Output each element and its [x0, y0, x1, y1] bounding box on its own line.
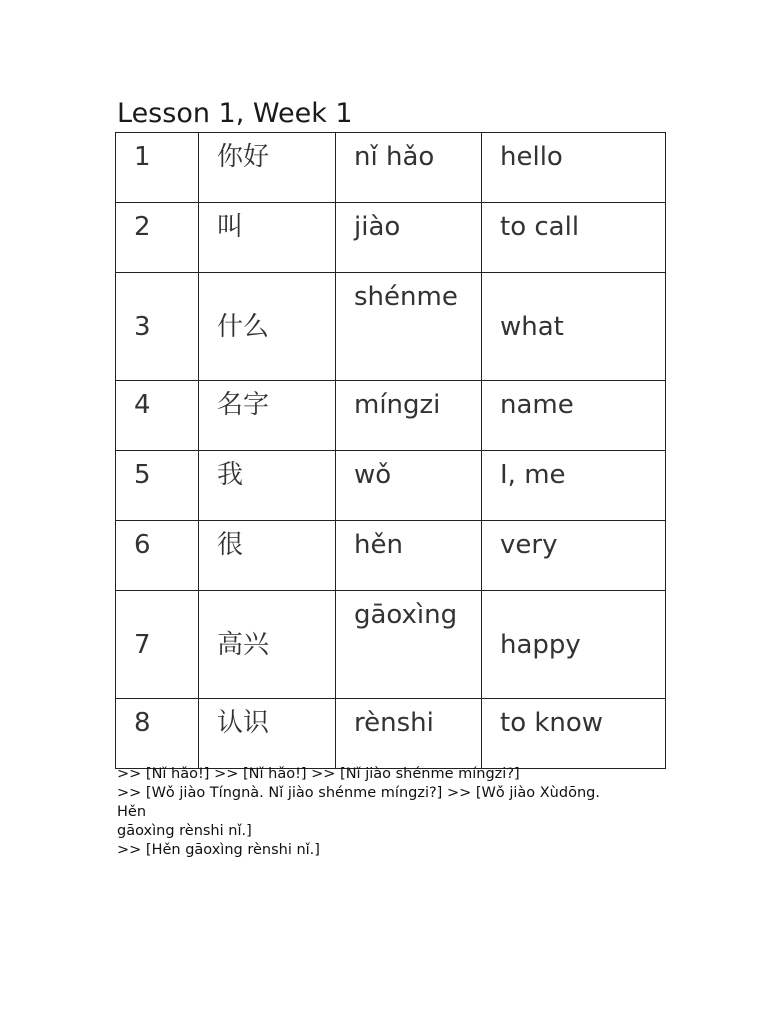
- english-cell: happy: [482, 591, 666, 699]
- pinyin-cell: míngzi: [336, 381, 482, 451]
- hanzi-cell: 我: [199, 451, 336, 521]
- dialogue-transcript: [117, 765, 657, 860]
- pinyin-cell: wǒ: [336, 451, 482, 521]
- pinyin-cell: rènshi: [336, 699, 482, 769]
- english-cell: I, me: [482, 451, 666, 521]
- row-number: 1: [116, 133, 199, 203]
- row-number: 3: [116, 273, 199, 381]
- pinyin-cell: jiào: [336, 203, 482, 273]
- hanzi-cell: 很: [199, 521, 336, 591]
- pinyin-cell: hěn: [336, 521, 482, 591]
- english-cell: what: [482, 273, 666, 381]
- table-row: [116, 521, 666, 591]
- hanzi-cell: 认识: [199, 699, 336, 769]
- transcript-line: >> [Wǒ jiào Tíngnà. Nǐ jiào shénme míngzi?] >> [Wǒ jiào Xùdōng.: [117, 785, 600, 801]
- table-row: [116, 133, 666, 203]
- hanzi-cell: 名字: [199, 381, 336, 451]
- table-row: [116, 451, 666, 521]
- table-row: [116, 273, 666, 381]
- transcript-line: >> [Hěn gāoxìng rènshi nǐ.]: [117, 842, 320, 858]
- pinyin-cell: nǐ hǎo: [336, 133, 482, 203]
- english-cell: to call: [482, 203, 666, 273]
- table-row: [116, 591, 666, 699]
- hanzi-cell: 你好: [199, 133, 336, 203]
- table-row: [116, 381, 666, 451]
- table-row: [116, 699, 666, 769]
- vocabulary-table: [115, 132, 666, 769]
- hanzi-cell: 叫: [199, 203, 336, 273]
- english-cell: hello: [482, 133, 666, 203]
- row-number: 6: [116, 521, 199, 591]
- transcript-line: Hěn: [117, 804, 147, 820]
- row-number: 7: [116, 591, 199, 699]
- english-cell: to know: [482, 699, 666, 769]
- hanzi-cell: 什么: [199, 273, 336, 381]
- english-cell: very: [482, 521, 666, 591]
- row-number: 4: [116, 381, 199, 451]
- row-number: 5: [116, 451, 199, 521]
- pinyin-cell: shénme: [336, 273, 482, 381]
- row-number: 2: [116, 203, 199, 273]
- transcript-line: gāoxìng rènshi nǐ.]: [117, 823, 252, 839]
- table-row: [116, 203, 666, 273]
- transcript-line: >> [Nǐ hǎo!] >> [Nǐ hǎo!] >> [Nǐ jiào shénme míngzi?]: [117, 766, 520, 782]
- pinyin-cell: gāoxìng: [336, 591, 482, 699]
- english-cell: name: [482, 381, 666, 451]
- page-title: Lesson 1, Week 1: [117, 98, 353, 129]
- row-number: 8: [116, 699, 199, 769]
- hanzi-cell: 高兴: [199, 591, 336, 699]
